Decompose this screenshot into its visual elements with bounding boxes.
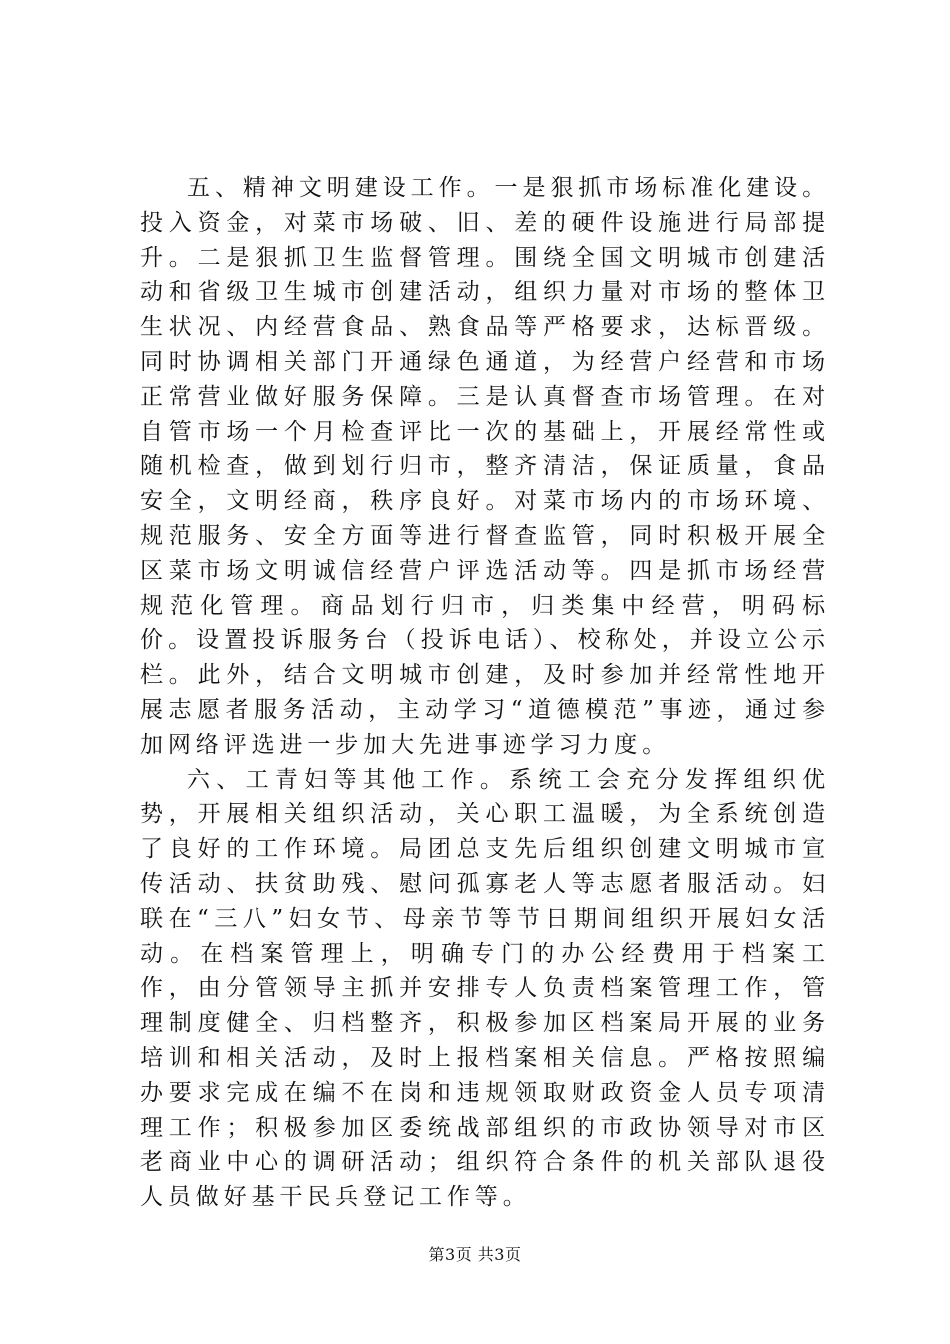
paragraph-spiritual-civilization: 五、精神文明建设工作。一是狠抓市场标准化建设。投入资金，对菜市场破、旧、差的硬件设施进行局部提升。二是狠抓卫生监督管理。围绕全国文明城市创建活动和省级卫生城市创建活动，组织力量对市场的整体卫生状况、内经营食品、熟食品等严格要求，达标晋级。同时协调相关部门开通绿色通道，为经营户经营和市场正常营业做好服务保障。三是认真督查市场管理。在对自管市场一个月检查评比一次的基础上，开展经常性或随机检查，做到划行归市，整齐清洁，保证质量，食品安全，文明经商，秩序良好。对菜市场内的市场环境、规范服务、安全方面等进行督查监管，同时积极开展全区菜市场文明诚信经营户评选活动等。四是抓市场经营规范化管理。商品划行归市，归类集中经营，明码标价。设置投诉服务台（投诉电话）、校称处，并设立公示栏。此外，结合文明城市创建，及时参加并经常性地开展志愿者服务活动，主动学习“道德模范”事迹，通过参加网络评选进一步加大先进事迹学习力度。 <box>140 175 830 758</box>
paragraph-other-work: 六、工青妇等其他工作。系统工会充分发挥组织优势，开展相关组织活动，关心职工温暖，为全系统创造了良好的工作环境。局团总支先后组织创建文明城市宣传活动、扶贫助残、慰问孤寡老人等志愿者服活动。妇联在“三八”妇女节、母亲节等节日期间组织开展妇女活动。在档案管理上，明确专门的办公经费用于档案工作，由分管领导主抓并安排专人负责档案管理工作，管理制度健全、归档整齐，积极参加区档案局开展的业务培训和相关活动，及时上报档案相关信息。严格按照编办要求完成在编不在岗和违规领取财政资金人员专项清理工作；积极参加区委统战部组织的市政协领导对市区老商业中心的调研活动；组织符合条件的机关部队退役人员做好基干民兵登记工作等。 <box>140 766 830 1211</box>
document-body <box>140 171 830 1215</box>
page-number-footer: 第3页 共3页 <box>428 1245 522 1264</box>
